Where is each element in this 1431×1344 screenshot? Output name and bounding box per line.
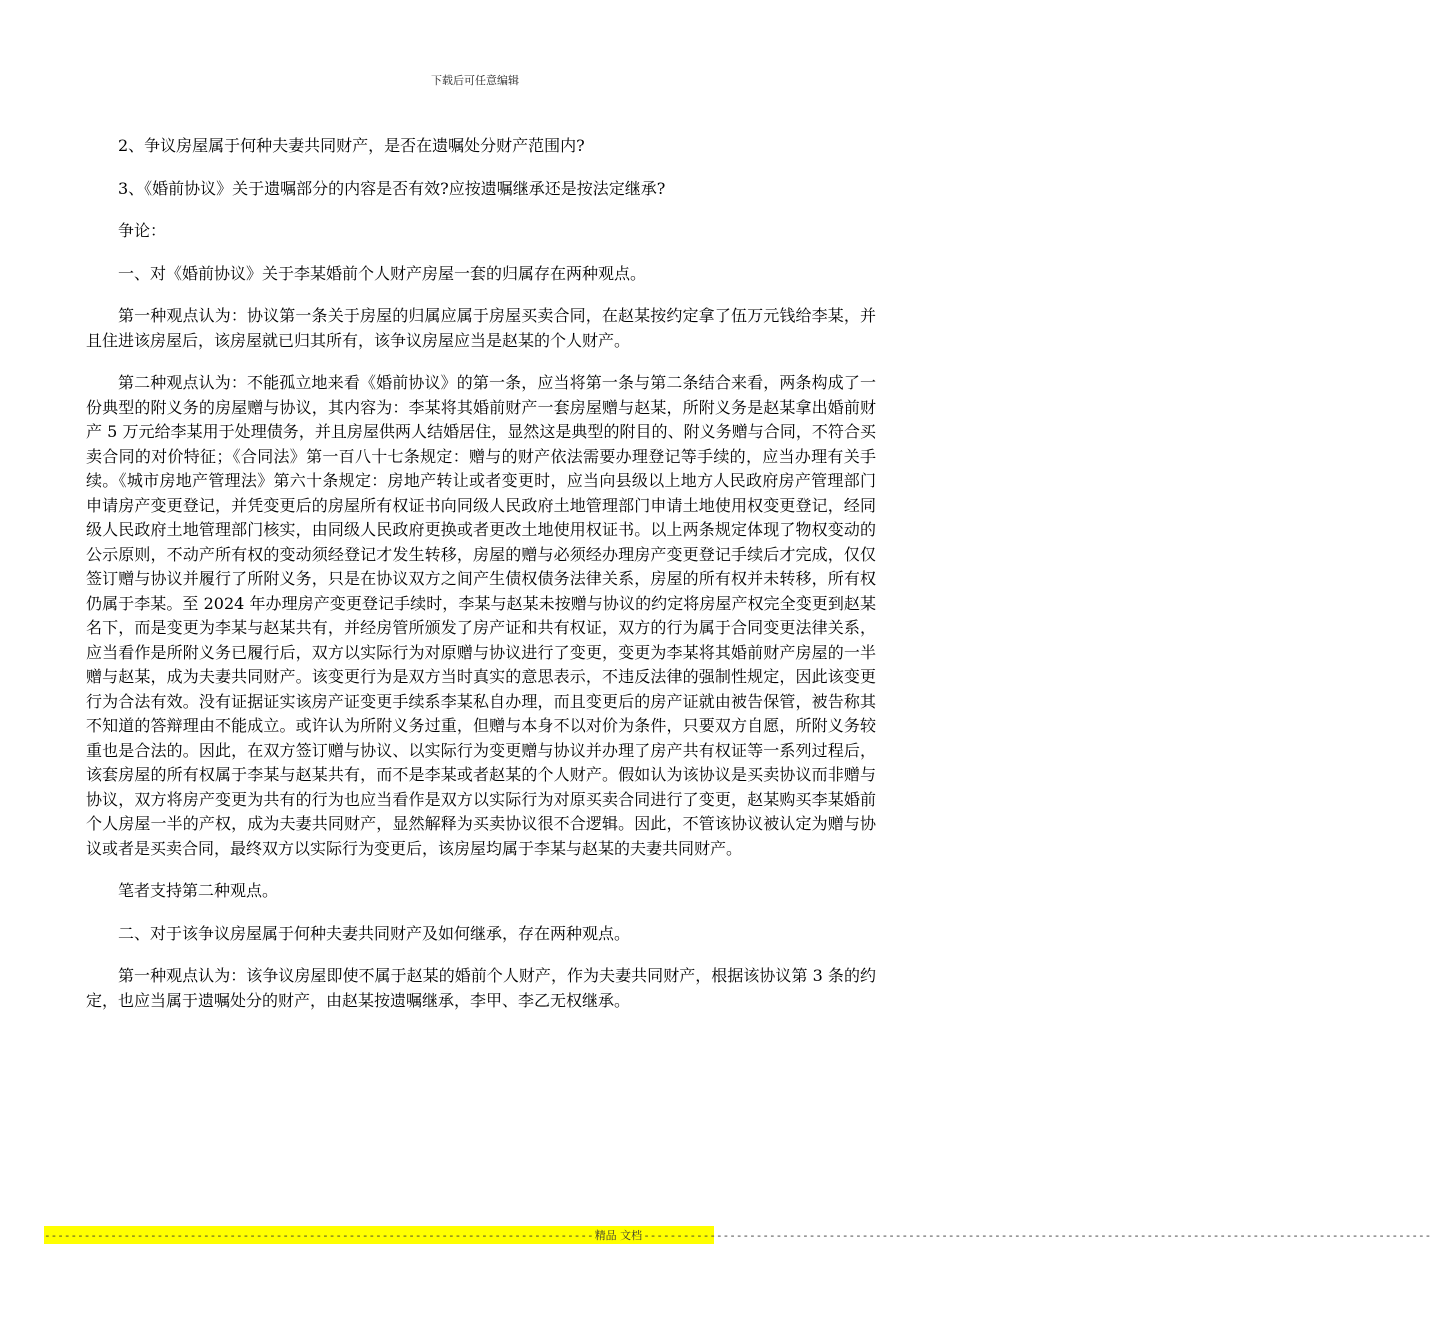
paragraph-question-2: 2、争议房屋属于何种夫妻共同财产，是否在遗嘱处分财产范围内? [118,136,585,155]
header-note: 下载后可任意编辑 [431,74,519,87]
paragraph-section-two-view-one: 第一种观点认为：该争议房屋即使不属于赵某的婚前个人财产，作为夫妻共同财产，根据该协议第 3 条的约定，也应当属于遗嘱处分的财产，由赵某按遗嘱继承，李甲、李乙无权继承。 [86,966,876,1010]
paragraph-question-3: 3、《婚前协议》关于遗嘱部分的内容是否有效?应按遗嘱继承还是按法定继承? [118,178,666,198]
paragraph-view-two: 第二种观点认为：不能孤立地来看《婚前协议》的第一条，应当将第一条与第二条结合来看，两条构成了一份典型的附义务的房屋赠与协议，其内容为：李某将其婚前财产一套房屋赠与赵某，所附义务是赵某拿出婚前财产 5 万元给李某用于处理债务，并且房屋供两人结婚居住，显然这是典型的附目的、附义务赠与合同，不符合买卖合同的对价特征；《合同法》第一百八十七条规定：赠与的财产依法需要办理登记等手续的，应当办理有关手续。《城市房地产管理法》第六十条规定：房地产转让或者变更时，应当向县级以上地方人民政府房产管理部门申请房产变更登记，并凭变更后的房屋所有权证书向同级人民政府土地管理部门申请土地使用权变更登记，经同级人民政府土地管理部门核实，由同级人民政府更换或者更改土地使用权证书。以上两条规定体现了物权变动的公示原则，不动产所有权的变动须经登记才发生转移，房屋的赠与必须经办理房产变更登记手续后才完成，仅仅签订赠与协议并履行了所附义务，只是在协议双方之间产生债权债务法律关系，房屋的所有权并未转移，所有权仍属于李某。至 2024 年办理房产变更登记手续时，李某与赵某未按赠与协议的约定将房屋产权完全变更到赵某名下，而是变更为李某与赵某共有，并经房管所颁发了房产证和共有权证，双方的行为属于合同变更法律关系，应当看作是所附义务已履行后，双方以实际行为对原赠与协议进行了变更，变更为李某将其婚前财产房屋的一半赠与赵某，成为夫妻共同财产。该变更行为是双方当时真实的意思表示，不违反法律的强制性规定，因此该变更行为合法有效。没有证据证实该房产证变更手续系李某私自办理，而且变更后的房产证就由被告保管，被告称其不知道的答辩理由不能成立。或许认为所附义务过重，但赠与本身不以对价为条件，只要双方自愿，所附义务较重也是合法的。因此，在双方签订赠与协议、以实际行为变更赠与协议并办理了房产共有权证等一系列过程后，该套房屋的所有权属于李某与赵某共有，而不是李某或者赵某的个人财产。假如认为该协议是买卖协议而非赠与协议，双方将房产变更为共有的行为也应当看作是双方以实际行为对原买卖合同进行了变更，赵某购买李某婚前个人房屋一半的产权，成为夫妻共同财产，显然解释为买卖协议很不合逻辑。因此，不管该协议被认定为赠与协议或者是买卖合同，最终双方以实际行为变更后，该房屋均属于李某与赵某的夫妻共同财产。 [86,373,876,858]
footer-right-dashes: ----------------------------------------------------------------------------------------------------------------------- [643,1228,1431,1242]
document-body [86,134,876,1031]
paragraph-section-two-heading: 二、对于该争议房屋属于何种夫妻共同财产及如何继承，存在两种观点。 [118,923,631,943]
footer-left-dashes: ----------------------------------------------------------------------------------- [44,1228,594,1242]
paragraph-section-one-heading: 一、对《婚前协议》关于李某婚前个人财产房屋一套的归属存在两种观点。 [118,263,647,283]
paragraph-dispute-heading: 争论： [118,221,167,240]
paragraph-author-position: 笔者支持第二种观点。 [118,881,279,900]
footer-label: 精品 文档 [594,1229,643,1242]
paragraph-view-one: 第一种观点认为：协议第一条关于房屋的归属应属于房屋买卖合同，在赵某按约定拿了伍万元钱给李某，并且住进该房屋后，该房屋就已归其所有，该争议房屋应当是赵某的个人财产。 [86,306,876,350]
footer-banner [44,1226,1431,1244]
